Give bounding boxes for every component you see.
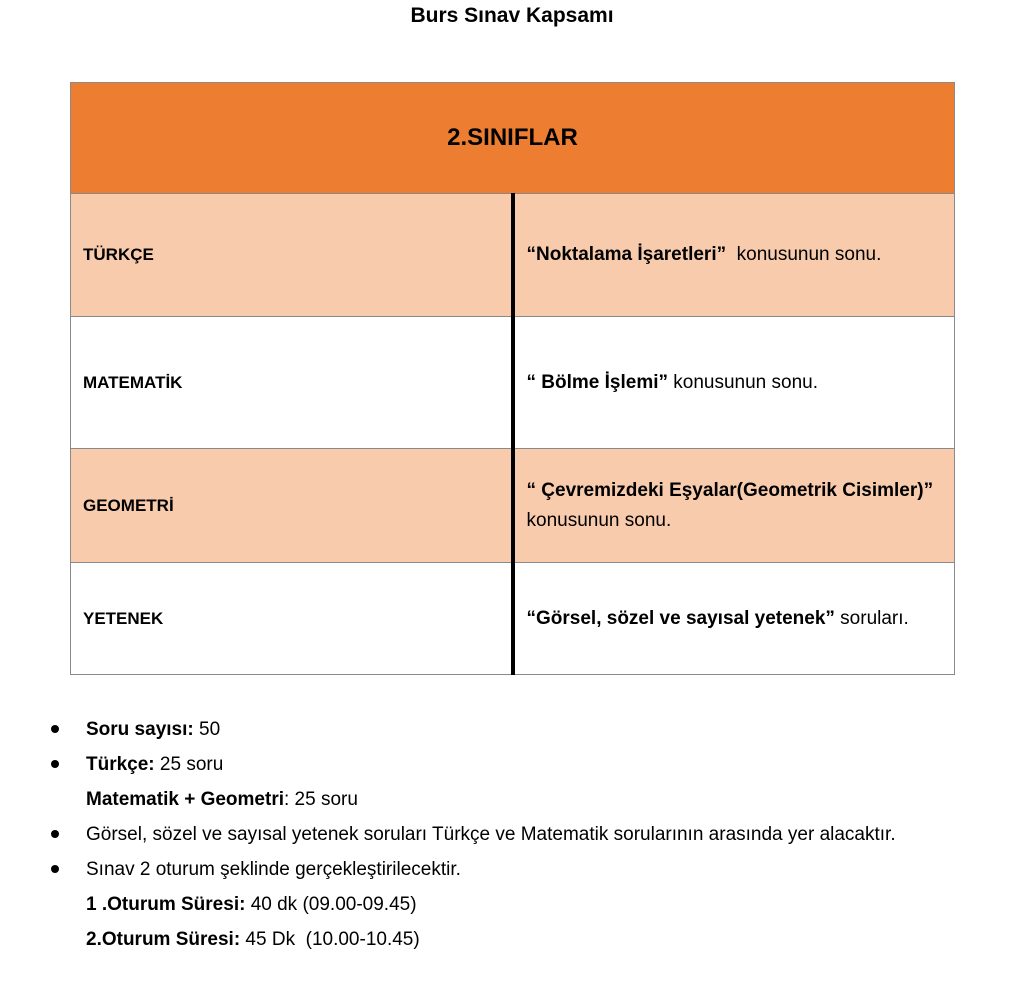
table-row <box>71 194 955 317</box>
scope-turkce <box>513 194 955 317</box>
scope-geometri <box>513 449 955 563</box>
note-subline <box>86 887 986 922</box>
exam-scope-table <box>70 82 955 675</box>
topic-name: “ Çevremizdeki Eşyalar(Geometrik Cisimler)” <box>526 479 934 501</box>
subject-turkce: TÜRKÇE <box>71 194 513 317</box>
list-item <box>86 852 986 957</box>
note-value: 25 soru <box>154 754 224 775</box>
note-label: Soru sayısı: <box>86 719 194 740</box>
table-header-row <box>71 83 955 194</box>
note-label: 2.Oturum Süresi: <box>86 929 241 950</box>
note-label: Türkçe: <box>86 754 155 775</box>
note-label: 1 .Oturum Süresi: <box>86 894 246 915</box>
note-text: Sınav 2 oturum şeklinde gerçekleştirilecektir. <box>86 859 461 880</box>
note-value: : 25 soru <box>284 789 358 810</box>
note-subline <box>86 782 986 817</box>
topic-suffix: konusunun sonu. <box>668 371 819 393</box>
subject-yetenek: YETENEK <box>71 563 513 675</box>
note-subline <box>86 922 986 957</box>
table-row <box>71 317 955 449</box>
grade-header: 2.SINIFLAR <box>71 83 955 194</box>
note-label: Matematik + Geometri <box>86 789 284 810</box>
table-row <box>71 563 955 675</box>
topic-suffix: konusunun sonu. <box>526 509 672 531</box>
topic-suffix: konusunun sonu. <box>726 244 882 265</box>
topic-name: “ Bölme İşlemi” <box>526 371 668 393</box>
scope-matematik <box>513 317 955 449</box>
note-value: 40 dk (09.00-09.45) <box>245 894 417 915</box>
list-item <box>86 747 986 817</box>
note-value: 50 <box>193 719 221 740</box>
list-item <box>86 712 986 747</box>
topic-suffix: soruları. <box>834 607 909 629</box>
scope-yetenek <box>513 563 955 675</box>
topic-name: “Görsel, sözel ve sayısal yetenek” <box>526 607 835 629</box>
exam-notes-list <box>40 712 986 957</box>
document-title: Burs Sınav Kapsamı <box>410 4 614 27</box>
note-value: 45 Dk (10.00-10.45) <box>240 929 420 950</box>
subject-geometri: GEOMETRİ <box>71 449 513 563</box>
table-row <box>71 449 955 563</box>
list-item: Görsel, sözel ve sayısal yetenek soruları Türkçe ve Matematik sorularının arasında yer alacaktır. <box>86 817 986 852</box>
subject-matematik: MATEMATİK <box>71 317 513 449</box>
topic-name: “Noktalama İşaretleri” <box>526 244 727 265</box>
